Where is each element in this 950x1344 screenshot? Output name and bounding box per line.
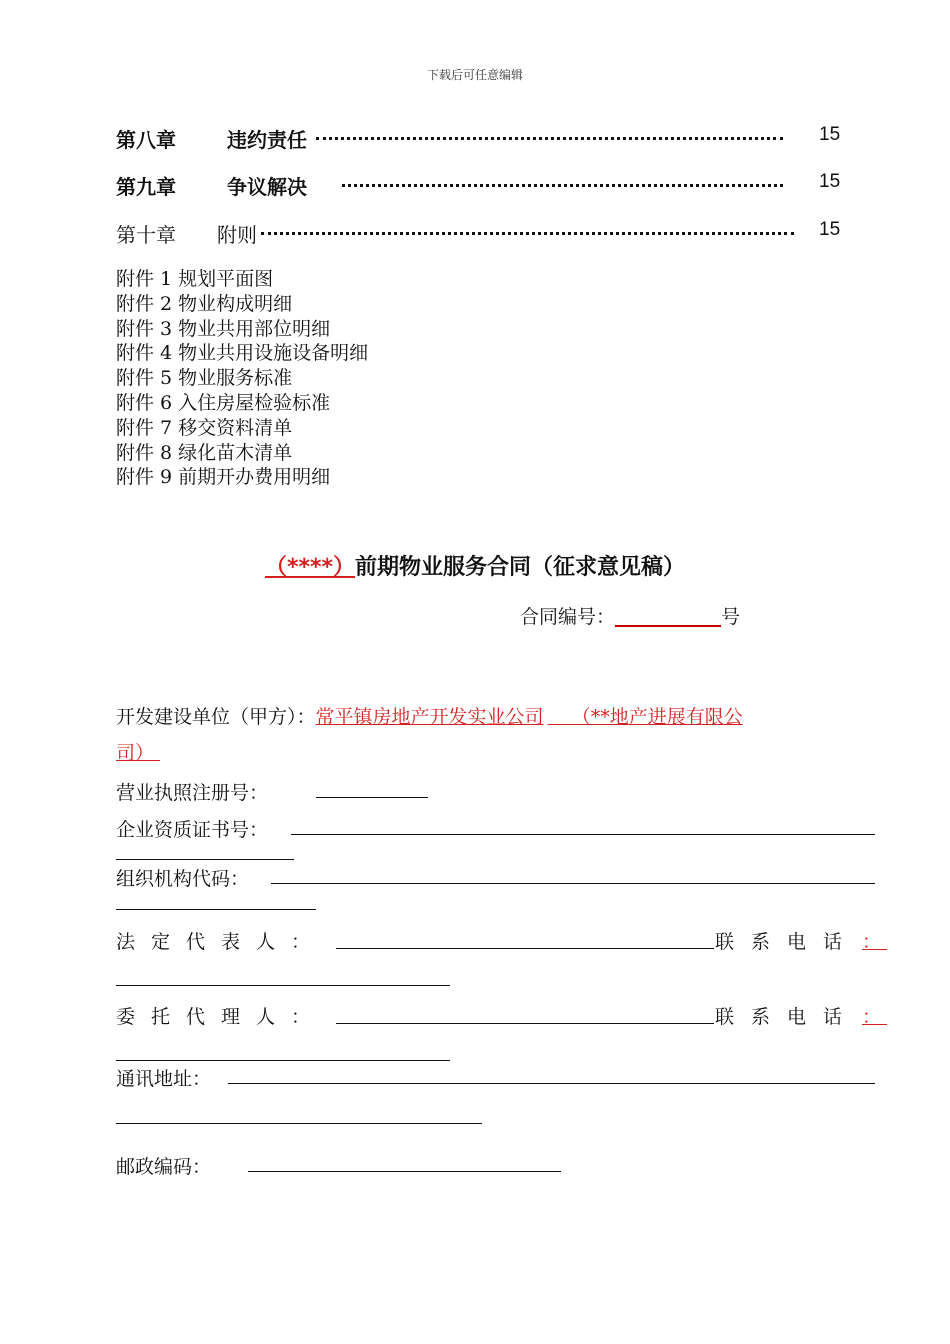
contract-number-suffix: 号 bbox=[721, 606, 741, 628]
toc-chapter: 第十章 bbox=[116, 223, 176, 247]
toc-leader bbox=[261, 209, 794, 235]
attachment-list bbox=[116, 267, 368, 490]
list-item: 附件 4 物业共用设施设备明细 bbox=[116, 342, 369, 365]
list-item: 附件 1 规划平面图 bbox=[116, 268, 274, 290]
contract-title bbox=[0, 550, 950, 581]
legal-rep-phone-colon: ： bbox=[862, 931, 882, 953]
phone-label: 联系电话 bbox=[715, 931, 860, 953]
list-item: 附件 8 绿化苗木清单 bbox=[116, 441, 293, 464]
phone-label: 联系电话 bbox=[715, 1006, 860, 1028]
toc-leader bbox=[316, 114, 783, 140]
legal-rep-label: 法定代表人： bbox=[116, 931, 327, 953]
toc-leader bbox=[342, 161, 783, 187]
org-code-line bbox=[116, 864, 249, 891]
address-label: 通讯地址： bbox=[116, 1068, 212, 1090]
agent-phone-field[interactable] bbox=[116, 1060, 450, 1061]
postcode-field[interactable] bbox=[248, 1171, 561, 1172]
license-line bbox=[116, 778, 268, 805]
list-item: 附件 7 移交资料清单 bbox=[116, 416, 293, 439]
header-note: 下载后可任意编辑 bbox=[426, 68, 523, 82]
legal-rep-phone bbox=[715, 927, 859, 954]
agent-line bbox=[116, 1002, 326, 1029]
toc-page: 15 bbox=[819, 171, 841, 192]
org-code-label: 组织机构代码： bbox=[116, 868, 250, 890]
developer-value-alt: （**地产进展有限公 bbox=[571, 706, 743, 728]
address-line bbox=[116, 1064, 211, 1091]
qualification-line bbox=[116, 815, 268, 842]
toc-title: 违约责任 bbox=[227, 128, 307, 152]
org-code-field-cont[interactable] bbox=[116, 909, 316, 910]
toc-row-chapter-10 bbox=[116, 219, 846, 249]
qualification-field[interactable] bbox=[291, 834, 875, 835]
address-field[interactable] bbox=[228, 1083, 875, 1084]
toc-page: 15 bbox=[819, 219, 841, 240]
agent-label: 委托代理人： bbox=[116, 1006, 327, 1028]
qualification-field-cont[interactable] bbox=[116, 859, 294, 860]
list-item: 附件 6 入住房屋检验标准 bbox=[116, 391, 331, 414]
toc-chapter: 第九章 bbox=[116, 175, 176, 199]
legal-rep-field[interactable] bbox=[336, 948, 714, 949]
list-item: 附件 3 物业共用部位明细 bbox=[116, 317, 331, 340]
contract-number bbox=[520, 602, 740, 629]
list-item: 附件 2 物业构成明细 bbox=[116, 292, 293, 315]
legal-rep-line bbox=[116, 927, 326, 954]
developer-value-alt-cont: 司） bbox=[116, 742, 155, 764]
toc-row-chapter-8 bbox=[116, 124, 846, 154]
developer-value: 常平镇房地产开发实业公司 bbox=[315, 706, 544, 728]
contract-title-prefix: （****） bbox=[264, 555, 355, 580]
qualification-label: 企业资质证书号： bbox=[116, 819, 269, 841]
list-item: 附件 9 前期开办费用明细 bbox=[116, 466, 331, 489]
contract-number-field[interactable] bbox=[615, 605, 721, 627]
contract-number-label: 合同编号： bbox=[520, 606, 616, 628]
address-field-cont[interactable] bbox=[116, 1123, 482, 1124]
toc-page: 15 bbox=[819, 124, 841, 145]
contract-title-main: 前期物业服务合同（征求意见稿） bbox=[355, 555, 686, 580]
toc-title: 附则 bbox=[217, 223, 257, 247]
license-label: 营业执照注册号： bbox=[116, 782, 269, 804]
toc-chapter: 第八章 bbox=[116, 128, 176, 152]
org-code-field[interactable] bbox=[271, 883, 875, 884]
developer-line-cont bbox=[116, 738, 160, 765]
postcode-label: 邮政编码： bbox=[116, 1156, 212, 1178]
toc-row-chapter-9 bbox=[116, 171, 846, 201]
developer-label: 开发建设单位（甲方）： bbox=[116, 706, 316, 728]
agent-field[interactable] bbox=[336, 1023, 714, 1024]
toc-title: 争议解决 bbox=[227, 175, 307, 199]
legal-rep-phone-field[interactable] bbox=[116, 985, 450, 986]
agent-phone-colon: ： bbox=[862, 1006, 882, 1028]
postcode-line bbox=[116, 1152, 211, 1179]
developer-line bbox=[116, 702, 743, 729]
agent-phone bbox=[715, 1002, 859, 1029]
license-field[interactable] bbox=[316, 797, 428, 798]
list-item: 附件 5 物业服务标准 bbox=[116, 367, 293, 390]
